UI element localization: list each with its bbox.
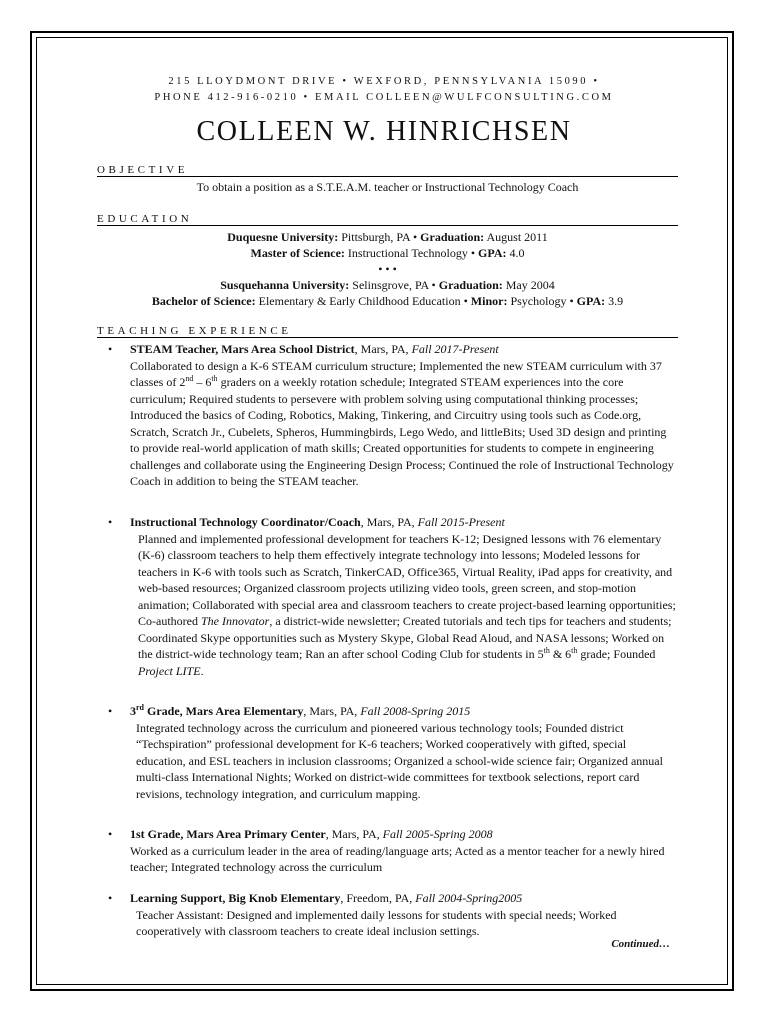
minor-name: Psychology xyxy=(510,294,567,308)
superscript: th xyxy=(543,646,550,655)
job-description: Integrated technology across the curriculum and pioneered various technology tools; Founded district “Techspiration” professional development for K-6 teachers; Worked cooperatively with gifted, special education, and ESL teachers in inclusion classrooms; Organized a school-wide science fair; Organized annual multi-class International Nights; Worked on district-wide committees for textbook selections, report card revisions, technology integration, and curriculum mapping. xyxy=(136,720,663,801)
job-location: , Mars, PA, xyxy=(354,342,412,356)
resume-name: COLLEEN W. HINRICHSEN xyxy=(196,116,572,147)
job-entry xyxy=(108,341,678,490)
address-line: 215 LLOYDMONT DRIVE • WEXFORD, PENNSYLVANIA 15090 • xyxy=(168,76,600,87)
job-entry xyxy=(108,703,678,802)
job-title-line xyxy=(130,703,678,720)
job-entry xyxy=(108,890,678,940)
job-title: 1st Grade, Mars Area Primary Center xyxy=(130,827,326,841)
bullet: • xyxy=(108,827,113,841)
school-location: Selinsgrove, PA xyxy=(352,278,429,292)
job-title: Instructional Technology Coordinator/Coach xyxy=(130,515,361,529)
job-dates: Fall 2004-Spring2005 xyxy=(415,891,523,905)
job-title-text: Grade, Mars Area Elementary xyxy=(144,704,304,718)
bullet: • xyxy=(108,891,113,905)
minor-label: Minor: xyxy=(470,294,508,308)
education-duquesne-line: Duquesne University: Pittsburgh, PA • Graduation: August 2011 xyxy=(227,230,548,244)
job-dates: Fall 2017-Present xyxy=(411,342,499,356)
job-title-line xyxy=(130,890,678,907)
job-description xyxy=(130,358,678,490)
job-text: , a district-wide newsletter; Created tutorials and tech tips for teachers and students; Coordinated Skype opportunities such as Mystery Skype, Global Read Aloud, and NASA lessons; Worked on the district-wide technology team; Ran an after school Coding Club for students in 5 xyxy=(138,614,672,661)
job-location: , Mars, PA, xyxy=(360,515,418,529)
job-dates: Fall 2015-Present xyxy=(417,515,505,529)
bullet: • xyxy=(108,515,113,529)
superscript: nd xyxy=(185,374,194,383)
job-title-line xyxy=(130,514,678,531)
job-text: & 6 xyxy=(549,647,572,661)
continued-note: Continued… xyxy=(611,938,670,950)
newsletter-title: The Innovator xyxy=(200,614,270,628)
job-entry xyxy=(108,826,678,876)
school-name: Susquehanna University: xyxy=(220,278,350,292)
job-location: , Mars, PA, xyxy=(325,827,383,841)
job-text: – 6 xyxy=(193,375,212,389)
degree-name: Instructional Technology xyxy=(347,246,468,260)
school-location: Pittsburgh, PA xyxy=(341,230,410,244)
job-title xyxy=(130,704,303,718)
job-text: Collaborated to design a K-6 STEAM curriculum structure; Implemented the new STEAM curriculum with 37 classes of 2 xyxy=(130,358,662,389)
school-name: Duquesne University: xyxy=(227,230,339,244)
gpa-label: GPA: xyxy=(478,246,507,260)
education-duquesne-degree-line: Master of Science: Instructional Technology • GPA: 4.0 xyxy=(250,246,525,260)
education-separator: • • • xyxy=(378,262,397,276)
project-title: Project LITE xyxy=(138,663,201,678)
degree-name: Elementary & Early Childhood Education xyxy=(258,294,461,308)
job-text: . xyxy=(200,663,204,678)
job-entry xyxy=(108,514,678,679)
graduation-date: August 2011 xyxy=(486,230,548,244)
graduation-label: Graduation: xyxy=(420,230,485,244)
graduation-date: May 2004 xyxy=(505,278,555,292)
job-text: Planned and implemented professional development for teachers K-12; Designed lessons with 76 elementary (K-6) classroom teachers to help them effectively integrate technology into lessons; Modeled lessons for teachers in K-6 with tools such as Scratch, TinkerCAD, Office365, Virtual Reality, iPad apps for creativity, and web-based resources; Organized classroom projects utilizing video tools, green screen, and stop-motion animation; Collaborated with special area and classroom teachers to create project-based learning opportunities; Co-authored xyxy=(138,531,676,628)
contact-line: PHONE 412-916-0210 • EMAIL COLLEEN@WULFCONSULTING.COM xyxy=(154,92,614,103)
objective-heading: OBJECTIVE xyxy=(97,164,678,177)
job-title: Learning Support, Big Knob Elementary xyxy=(130,891,341,905)
education-susquehanna-line: Susquehanna University: Selinsgrove, PA • Graduation: May 2004 xyxy=(220,278,555,292)
job-description: Teacher Assistant: Designed and implemented daily lessons for students with special needs; Worked cooperatively with classroom teachers to create ideal inclusion settings. xyxy=(136,907,617,938)
job-dates: Fall 2008-Spring 2015 xyxy=(360,704,471,718)
job-description xyxy=(138,531,678,680)
job-text: graders on a weekly rotation schedule; Integrated STEAM experiences into the core curriculum; Required students to persevere with problem solving using computational thinking processes; Introduced the basics of Coding, Robotics, Making, Tinkering, and Circuitry using tools such as Code.org, Scratch, Scratch Jr., Cubelets, Spheros, Hummingbirds, Lego Wedo, and littleBits; Used 3D design and printing to provide real-world application of math skills; Created opportunities for students to compete in engineering challenges and collaborate using the Engineering Design Process; Continued the role of Instructional Technology Coach in addition to being the STEAM teacher. xyxy=(130,375,674,488)
job-title-line xyxy=(130,826,678,843)
job-text: grade; Founded xyxy=(577,647,656,661)
bullet: • xyxy=(108,342,113,356)
superscript: rd xyxy=(136,703,144,712)
degree-label: Master of Science: xyxy=(250,246,345,260)
job-location: , Freedom, PA, xyxy=(340,891,416,905)
job-description: Worked as a curriculum leader in the area of reading/language arts; Acted as a mentor teacher for a newly hired teacher; Integrated technology across the curriculum xyxy=(130,843,665,874)
grade-number: 3 xyxy=(130,704,136,718)
bullet: • xyxy=(108,704,113,718)
job-location: , Mars, PA, xyxy=(303,704,361,718)
gpa-value: 3.9 xyxy=(608,294,624,308)
superscript: th xyxy=(571,646,578,655)
job-dates: Fall 2005-Spring 2008 xyxy=(382,827,493,841)
job-title: STEAM Teacher, Mars Area School District xyxy=(130,342,355,356)
graduation-label: Graduation: xyxy=(438,278,503,292)
job-title-line xyxy=(130,341,678,358)
gpa-value: 4.0 xyxy=(509,246,525,260)
objective-text: To obtain a position as a S.T.E.A.M. teacher or Instructional Technology Coach xyxy=(196,180,579,194)
education-heading: EDUCATION xyxy=(97,213,678,226)
degree-label: Bachelor of Science: xyxy=(151,294,256,308)
experience-heading: TEACHING EXPERIENCE xyxy=(97,325,678,338)
gpa-label: GPA: xyxy=(576,294,606,308)
superscript: th xyxy=(211,374,218,383)
education-susquehanna-degree-line: Bachelor of Science: Elementary & Early Childhood Education • Minor: Psychology • GPA: 3.9 xyxy=(151,294,624,308)
